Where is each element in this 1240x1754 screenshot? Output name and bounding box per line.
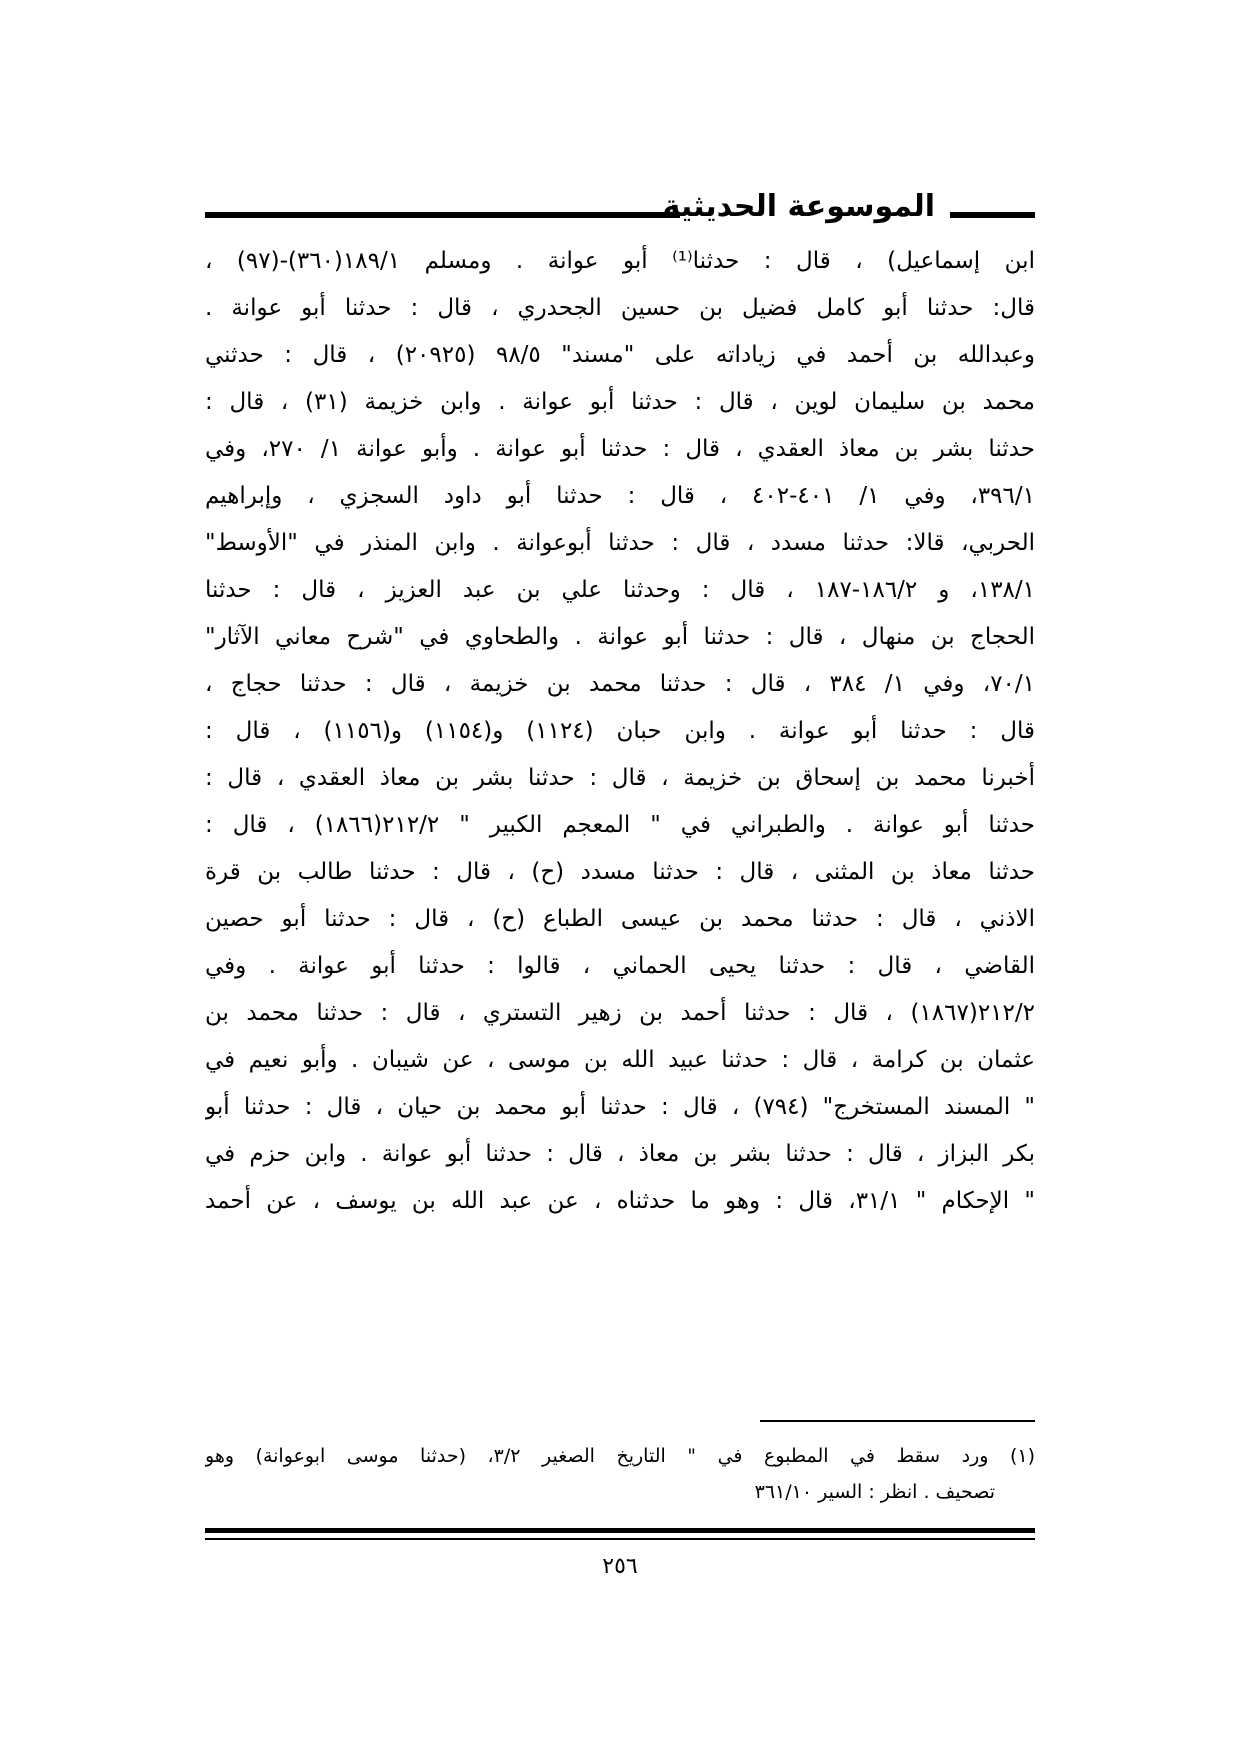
text-line: قال: حدثنا أبو كامل فضيل بن حسين الجحدري ، قال : حدثنا أبو عوانة .: [205, 295, 1035, 321]
header-rule-left: [205, 212, 680, 218]
text-line: حدثنا أبو عوانة . والطبراني في " المعجم الكبير " ٢١٢/٢(١٨٦٦) ، قال :: [205, 812, 1035, 838]
text-line: ابن إسماعيل) ، قال : حدثنا⁽¹⁾ أبو عوانة . ومسلم ١٨٩/١(٣٦٠)-(٩٧) ،: [205, 248, 1035, 274]
text-line: أخبرنا محمد بن إسحاق بن خزيمة ، قال : حدثنا بشر بن معاذ العقدي ، قال :: [205, 765, 1035, 791]
text-line: محمد بن سليمان لوين ، قال : حدثنا أبو عوانة . وابن خزيمة (٣١) ، قال :: [205, 389, 1035, 415]
text-line: حدثنا معاذ بن المثنى ، قال : حدثنا مسدد (ح) ، قال : حدثنا طالب بن قرة: [205, 859, 1035, 885]
text-line: " المسند المستخرج" (٧٩٤) ، قال : حدثنا أبو محمد بن حيان ، قال : حدثنا أبو: [205, 1094, 1035, 1120]
text-line: الاذني ، قال : حدثنا محمد بن عيسى الطباع (ح) ، قال : حدثنا أبو حصين: [205, 906, 1035, 932]
text-line: " الإحكام " ٣١/١، قال : وهو ما حدثناه ، عن عبد الله بن يوسف ، عن أحمد: [205, 1188, 1035, 1214]
footer-rule-thick: [205, 1528, 1035, 1533]
header-title: الموسوعة الحديثية: [662, 189, 935, 224]
text-line: ٧٠/١، وفي ١/ ٣٨٤ ، قال : حدثنا محمد بن خزيمة ، قال : حدثنا حجاج ،: [205, 671, 1035, 697]
text-line: بكر البزاز ، قال : حدثنا بشر بن معاذ ، قال : حدثنا أبو عوانة . وابن حزم في: [205, 1141, 1035, 1167]
footnotes: [205, 1438, 1035, 1510]
text-line: الحجاج بن منهال ، قال : حدثنا أبو عوانة . والطحاوي في "شرح معاني الآثار": [205, 624, 1035, 650]
running-header: [205, 190, 1035, 230]
page-number: ٢٥٦: [602, 1554, 638, 1579]
footnote-line: (١) ورد سقط في المطبوع في " التاريخ الصغير ٣/٢، (حدثنا موسى ابوعوانة) وهو: [205, 1445, 1035, 1467]
text-line: عثمان بن كرامة ، قال : حدثنا عبيد الله بن موسى ، عن شيبان . وأبو نعيم في: [205, 1047, 1035, 1073]
text-line: وعبدالله بن أحمد في زياداته على "مسند" ٩٨/٥ (٢٠٩٢٥) ، قال : حدثني: [205, 342, 1035, 368]
text-line: حدثنا بشر بن معاذ العقدي ، قال : حدثنا أبو عوانة . وأبو عوانة ١/ ٢٧٠، وفي: [205, 436, 1035, 462]
footnote-line: تصحيف . انظر : السير ٣٦١/١٠: [754, 1481, 995, 1503]
footnote-separator: [760, 1420, 1035, 1422]
main-text: [205, 238, 1035, 1225]
footer-rule-thin: [205, 1538, 1035, 1540]
header-rule-right: [950, 212, 1035, 218]
document-page: [205, 190, 1035, 1590]
text-line: ١٣٨/١، و ١٨٦/٢-١٨٧ ، قال : وحدثنا علي بن عبد العزيز ، قال : حدثنا: [205, 577, 1035, 603]
text-line: ٢١٢/٢(١٨٦٧) ، قال : حدثنا أحمد بن زهير التستري ، قال : حدثنا محمد بن: [205, 1000, 1035, 1026]
text-line: القاضي ، قال : حدثنا يحيى الحماني ، قالوا : حدثنا أبو عوانة . وفي: [205, 953, 1035, 979]
text-line: ٣٩٦/١، وفي ١/ ٤٠١-٤٠٢ ، قال : حدثنا أبو داود السجزي ، وإبراهيم: [205, 483, 1035, 509]
text-line: قال : حدثنا أبو عوانة . وابن حبان (١١٢٤) و(١١٥٤) و(١١٥٦) ، قال :: [205, 718, 1035, 744]
text-line: الحربي، قالا: حدثنا مسدد ، قال : حدثنا أبوعوانة . وابن المنذر في "الأوسط": [205, 530, 1035, 556]
